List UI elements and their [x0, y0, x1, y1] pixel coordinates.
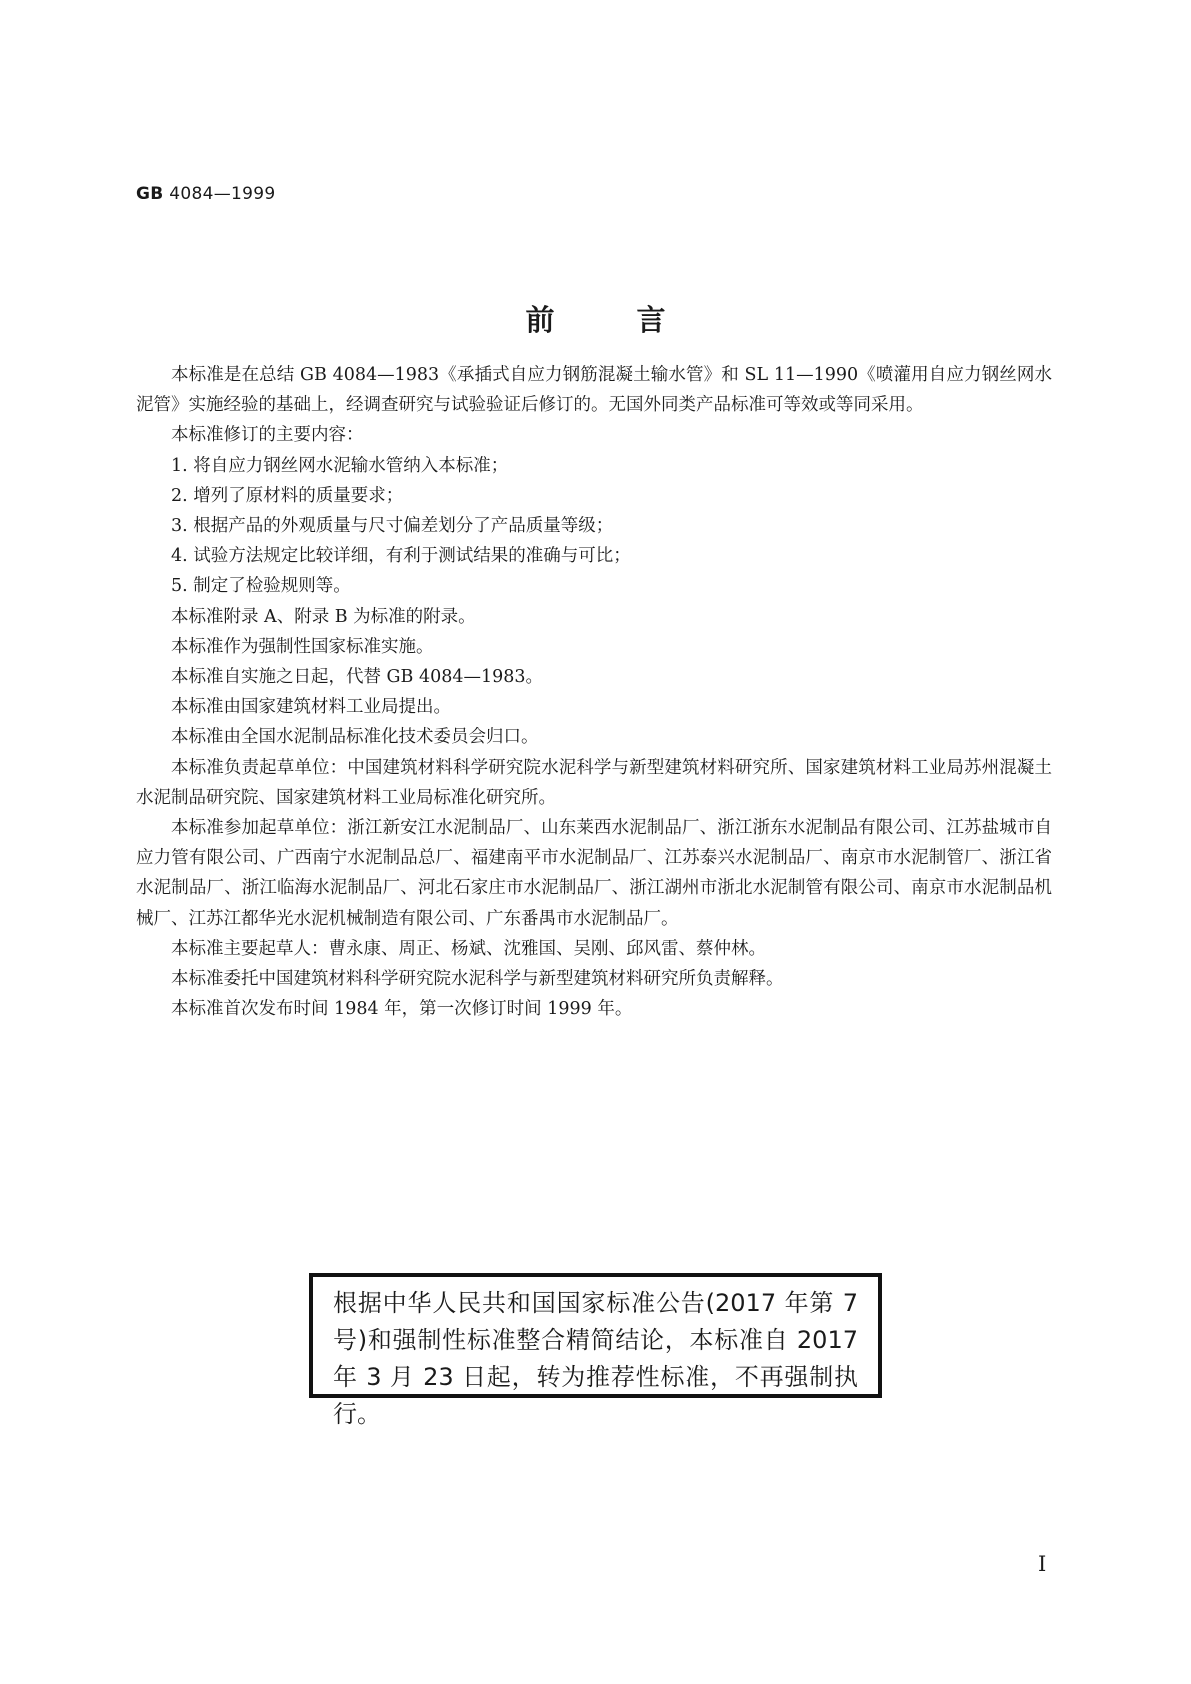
paragraph-proposed-by: 本标准由国家建筑材料工业局提出。: [171, 697, 451, 718]
standard-code-number: 4084—1999: [169, 184, 276, 204]
paragraph-mandatory: 本标准作为强制性国家标准实施。: [171, 636, 434, 657]
paragraph-interpretation: 本标准委托中国建筑材料科学研究院水泥科学与新型建筑材料研究所负责解释。: [171, 969, 784, 990]
paragraph-release-history: 本标准首次发布时间 1984 年，第一次修订时间 1999 年。: [171, 999, 633, 1020]
list-item-4: 4. 试验方法规定比较详细，有利于测试结果的准确与可比；: [171, 546, 631, 567]
paragraph-appendix: 本标准附录 A、附录 B 为标准的附录。: [171, 606, 476, 627]
paragraph-drafters: 本标准主要起草人：曹永康、周正、杨斌、沈雅国、吴刚、邱风雷、蔡仲林。: [171, 938, 766, 959]
standard-code: [136, 184, 275, 204]
notice-box: 根据中华人民共和国国家标准公告(2017 年第 7 号)和强制性标准整合精简结论，本标准自 2017 年 3 月 23 日起，转为推荐性标准，不再强制执行。: [309, 1273, 882, 1398]
list-item-2: 2. 增列了原材料的质量要求；: [171, 485, 404, 506]
paragraph-participating-units: 本标准参加起草单位：浙江新安江水泥制品厂、山东莱西水泥制品厂、浙江浙东水泥制品有限公司、江苏盐城市自应力管有限公司、广西南宁水泥制品总厂、福建南平市水泥制品厂、江苏泰兴水泥制品厂、南京市水泥制管厂、浙江省水泥制品厂、浙江临海水泥制品厂、河北石家庄市水泥制品厂、浙江湖州市浙北水泥制管有限公司、南京市水泥制品机械厂、江苏江都华光水泥机械制造有限公司、广东番禺市水泥制品厂。: [136, 818, 1052, 929]
paragraph-under-jurisdiction: 本标准由全国水泥制品标准化技术委员会归口。: [171, 727, 539, 748]
standard-code-prefix: GB: [136, 184, 164, 204]
paragraph-replaces: 本标准自实施之日起，代替 GB 4084—1983。: [171, 667, 544, 688]
paragraph-drafting-units: 本标准负责起草单位：中国建筑材料科学研究院水泥科学与新型建筑材料研究所、国家建筑材料工业局苏州混凝土水泥制品研究院、国家建筑材料工业局标准化研究所。: [136, 757, 1052, 808]
paragraph-intro: 本标准是在总结 GB 4084—1983《承插式自应力钢筋混凝土输水管》和 SL 11—1990《喷灌用自应力钢丝网水泥管》实施经验的基础上，经调查研究与试验验证后修订的。无国外同类产品标准可等效或等同采用。: [136, 365, 1052, 416]
list-item-1: 1. 将自应力钢丝网水泥输水管纳入本标准；: [171, 455, 509, 476]
list-item-3: 3. 根据产品的外观质量与尺寸偏差划分了产品质量等级；: [171, 516, 614, 537]
page-number: I: [1038, 1552, 1047, 1576]
page-title: 前言: [525, 303, 748, 337]
list-item-5: 5. 制定了检验规则等。: [171, 576, 351, 597]
foreword-body: [136, 360, 1052, 1024]
paragraph-revision-heading: 本标准修订的主要内容：: [171, 425, 364, 446]
